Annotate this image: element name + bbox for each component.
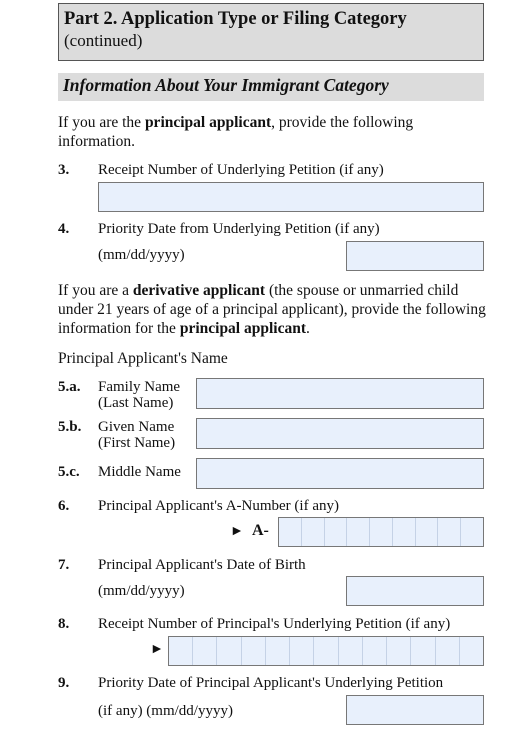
q7-format: (mm/dd/yyyy) (98, 583, 185, 599)
q8-arrow-icon: ► (150, 642, 164, 657)
q9-number: 9. (58, 675, 70, 691)
q8-number: 8. (58, 616, 70, 632)
q5c-label: Middle Name (98, 464, 181, 480)
q7-label: Principal Applicant's Date of Birth (98, 557, 306, 573)
given-name-input[interactable] (196, 418, 484, 449)
q5a-label-line2: (Last Name) (98, 395, 174, 411)
q9-format: (if any) (mm/dd/yyyy) (98, 703, 233, 719)
principal-intro-text: If you are the (58, 114, 145, 131)
part-subtitle: (continued) (64, 31, 143, 50)
principal-intro-bold: principal applicant (144, 114, 272, 131)
part-header (58, 3, 484, 61)
a-number-input[interactable] (278, 517, 484, 547)
q4-priority-date-input[interactable] (346, 241, 484, 271)
principal-priority-date-input[interactable] (346, 695, 484, 725)
derivative-intro-bold: derivative applicant (132, 282, 266, 299)
q5c-number: 5.c. (58, 464, 80, 480)
q4-label: Priority Date from Underlying Petition (if any) (98, 221, 380, 237)
q5b-label-line1: Given Name (98, 419, 175, 435)
principal-intro-text-end: , provide the following information. (58, 114, 414, 150)
derivative-intro-text-mid: (the spouse or unmarried child under 21 years of age of a principal applicant), provide the following information for the (58, 282, 486, 337)
q5a-label-line1: Family Name (98, 379, 181, 395)
principal-name-heading: Principal Applicant's Name (58, 350, 228, 367)
q6-label: Principal Applicant's A-Number (if any) (98, 498, 339, 514)
q3-label: Receipt Number of Underlying Petition (if any) (98, 162, 384, 178)
family-name-input[interactable] (196, 378, 484, 409)
q5a-number: 5.a. (58, 379, 81, 395)
principal-receipt-number-input[interactable] (168, 636, 484, 666)
section-title: Information About Your Immigrant Category (63, 75, 389, 95)
q6-number: 6. (58, 498, 70, 514)
section-header (58, 73, 484, 101)
derivative-intro-text-end: . (306, 320, 310, 337)
q4-format: (mm/dd/yyyy) (98, 247, 185, 263)
middle-name-input[interactable] (196, 458, 484, 489)
q5b-label-line2: (First Name) (98, 435, 176, 451)
q4-number: 4. (58, 221, 70, 237)
a-number-prefix: A- (252, 522, 269, 539)
q8-label: Receipt Number of Principal's Underlying Petition (if any) (98, 616, 451, 632)
q6-arrow-icon: ► (230, 524, 244, 539)
derivative-intro-bold-2: principal applicant (179, 320, 307, 337)
q3-receipt-number-input[interactable] (98, 182, 484, 212)
q5a-label (98, 379, 180, 411)
q7-number: 7. (58, 557, 70, 573)
derivative-intro (58, 281, 488, 338)
principal-intro (58, 113, 488, 151)
q5b-label (98, 419, 175, 451)
part-title: Part 2. Application Type or Filing Category (64, 9, 407, 29)
date-of-birth-input[interactable] (346, 576, 484, 606)
derivative-intro-text: If you are a (58, 282, 133, 299)
q5b-number: 5.b. (58, 419, 82, 435)
q3-number: 3. (58, 162, 70, 178)
q9-label: Priority Date of Principal Applicant's Underlying Petition (98, 675, 444, 691)
